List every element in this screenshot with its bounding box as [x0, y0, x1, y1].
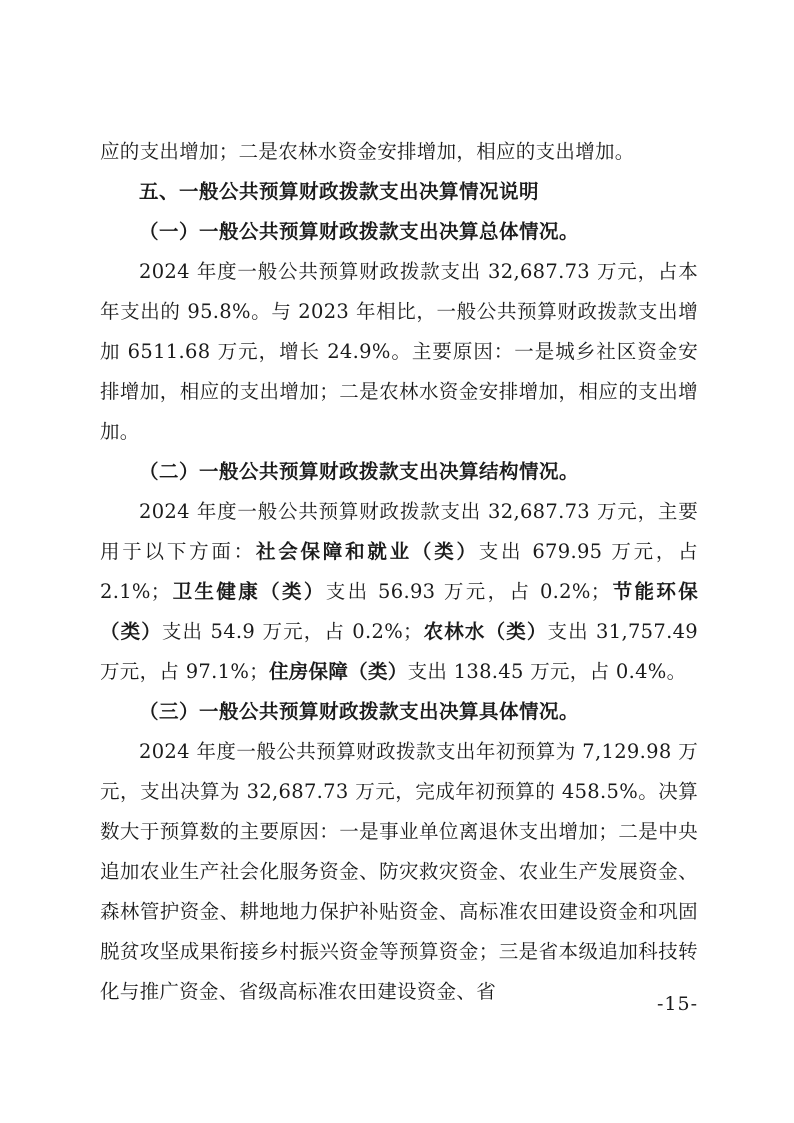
expenditure-text-run: 支出 56.93 万元，占 0.2%； — [325, 580, 611, 603]
expenditure-text-run: 2024 年度一般公共预算财政拨款支出 32,687.73 万元，主要用于以下方面： — [100, 500, 698, 563]
paragraph-expenditure-structure — [100, 492, 698, 692]
paragraph-continuation: 应的支出增加；二是农林水资金安排增加，相应的支出增加。 — [100, 140, 635, 163]
expenditure-text-run: 支出 31,757.49 万元，占 97.1%； — [100, 620, 699, 683]
subsection-heading-one: （一）一般公共预算财政拨款支出决算总体情况。 — [139, 220, 580, 243]
expenditure-category-label: 卫生健康（类） — [170, 580, 326, 603]
expenditure-text-run: 支出 54.9 万元，占 0.2%； — [161, 620, 423, 643]
subsection-heading-two: （二）一般公共预算财政拨款支出决算结构情况。 — [139, 460, 580, 483]
expenditure-category-label: 社会保障和就业（类） — [255, 540, 479, 563]
page-number: -15- — [656, 993, 698, 1015]
expenditure-text-run: 支出 138.45 万元，占 0.4%。 — [407, 660, 687, 683]
paragraph-overall-expenditure: 2024 年度一般公共预算财政拨款支出 32,687.73 万元，占本年支出的 95.8%。与 2023 年相比，一般公共预算财政拨款支出增加 6511.68 万元，增长 24.9%。主要原因：一是城乡社区资金安排增加，相应的支出增加；二是农林水资金安排增加，相应的支出增加。 — [100, 260, 698, 443]
subsection-heading-three: （三）一般公共预算财政拨款支出决算具体情况。 — [139, 700, 580, 723]
expenditure-category-label: 住房保障（类） — [268, 660, 408, 683]
document-body — [100, 132, 698, 1012]
paragraph-expenditure-details: 2024 年度一般公共预算财政拨款支出年初预算为 7,129.98 万元，支出决算为 32,687.73 万元，完成年初预算的 458.5%。决算数大于预算数的主要原因：一是事业单位离退休支出增加；二是中央追加农业生产社会化服务资金、防灾救灾资金、农业生产发展资金、森林管护资金、耕地地力保护补贴资金、高标准农田建设资金和巩固脱贫攻坚成果衔接乡村振兴资金等预算资金；三是省本级追加科技转化与推广资金、省级高标准农田建设资金、省 — [100, 740, 698, 1003]
expenditure-category-label: 农林水（类） — [422, 620, 548, 643]
expenditure-category-label: 节能环保（类） — [100, 580, 698, 643]
expenditure-text-run: 支出 679.95 万元，占 2.1%； — [100, 540, 698, 603]
section-heading-five: 五、一般公共预算财政拨款支出决算情况说明 — [139, 180, 540, 203]
